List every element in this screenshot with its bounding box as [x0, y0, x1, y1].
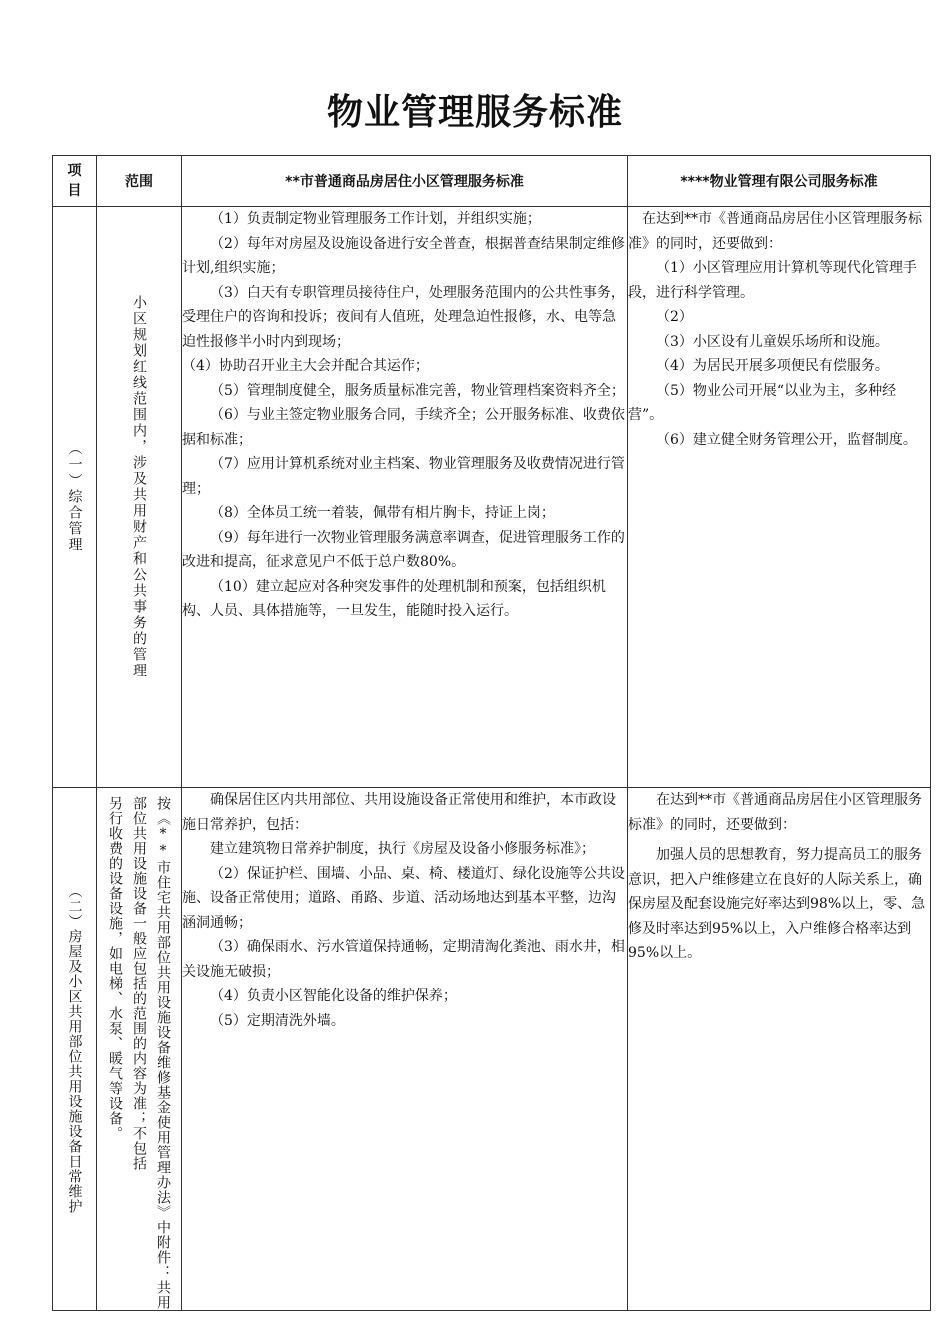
- list-item: （2）每年对房屋及设施设备进行安全普查，根据普查结果制定维修计划,组织实施；: [182, 235, 625, 276]
- table-row: [53, 788, 931, 1311]
- list-item: 建立建筑物日常养护制度，执行《房屋及设备小修服务标准》；: [210, 841, 595, 857]
- city-standard-cell: [182, 207, 628, 788]
- category-label: （二）房屋及小区共用部位共用设施设备日常维护: [66, 884, 83, 1214]
- header-scope: 范围: [97, 156, 182, 207]
- page-title: 物业管理服务标准: [326, 92, 623, 133]
- city-standard-cell: [182, 788, 628, 1311]
- list-item: 在达到**市《普通商品房居住小区管理服务标准》的同时，还要做到：: [628, 792, 922, 833]
- category-label: （一）综合管理: [66, 441, 83, 553]
- list-item: （6）建立健全财务管理公开，监督制度。: [656, 431, 917, 448]
- table-row: [53, 207, 931, 788]
- list-item: （4）协助召开业主大会并配合其运作；: [182, 358, 429, 374]
- list-item: 在达到**市《普通商品房居住小区管理服务标准》的同时，还要做到：: [628, 211, 922, 252]
- header-item: [53, 156, 97, 207]
- scope-line: 按《**市住宅共用部位共用设施设备维修基金使用管理办法》中附件：共用: [155, 796, 171, 1310]
- list-item: （3）确保雨水、污水管道保持通畅，定期清淘化粪池、雨水井，相关设施无破损；: [182, 939, 625, 980]
- category-cell: [53, 788, 97, 1311]
- list-item: （5）定期清洗外墙。: [210, 1012, 345, 1029]
- company-standard-cell: [628, 788, 931, 1311]
- list-item: （3）小区设有儿童娱乐场所和设施。: [656, 333, 889, 350]
- table-header-row: [53, 156, 931, 207]
- list-item: （7）应用计算机系统对业主档案、物业管理服务及收费情况进行管理；: [182, 456, 625, 497]
- scope-label: 小区规划红线范围内，涉及共用财产和公共事务的管理: [131, 295, 147, 679]
- list-item: （2）: [656, 309, 693, 325]
- list-item: （5）物业公司开展“以业为主，多种经营”。: [628, 382, 897, 423]
- header-item-label: 项目: [67, 163, 82, 199]
- list-item: （2）保证护栏、围墙、小品、桌、椅、楼道灯、绿化设施等公共设施、设备正常使用；道路、甬路、步道、活动场地达到基本平整，边沟涵洞通畅；: [182, 865, 625, 931]
- category-cell: [53, 207, 97, 788]
- list-item: 确保居住区内共用部位、共用设施设备正常使用和维护，本市政设施日常养护，包括：: [182, 792, 616, 833]
- scope-cell: [97, 788, 182, 1311]
- list-item: （1）小区管理应用计算机等现代化管理手段，进行科学管理。: [628, 260, 917, 301]
- scope-cell: [97, 207, 182, 788]
- list-item: （6）与业主签定物业服务合同，手续齐全；公开服务标准、收费依据和标准；: [182, 407, 625, 448]
- header-company-standard: ****物业管理有限公司服务标准: [628, 156, 931, 207]
- list-item: （1）负责制定物业管理服务工作计划，并组织实施；: [210, 211, 541, 227]
- list-item: （8）全体员工统一着装，佩带有相片胸卡，持证上岗；: [210, 505, 555, 521]
- list-item: 加强人员的思想教育，努力提高员工的服务意识，把入户维修建立在良好的人际关系上，确保房屋及配套设施完好率达到98%以上，零、急修及时率达到95%以上，入户维修合格率达到95%以上。: [628, 847, 926, 961]
- list-item: （4）负责小区智能化设备的维护保养；: [210, 988, 457, 1004]
- header-city-standard: **市普通商品房居住小区管理服务标准: [182, 156, 628, 207]
- list-item: （3）白天有专职管理员接待住户，处理服务范围内的公共性事务，受理住户的咨询和投诉；夜间有人值班，处理急迫性报修，水、电等急迫性报修半小时内到现场；: [182, 284, 625, 350]
- scope-line: 另行收费的设备设施，如电梯、水泵、暖气等设备。: [107, 796, 123, 1141]
- service-standard-table: [52, 155, 931, 1311]
- list-item: （10）建立起应对各种突发事件的处理机制和预案，包括组织机构、人员、具体措施等，一旦发生，能随时投入运行。: [182, 578, 606, 619]
- list-item: （4）为居民开展多项便民有偿服务。: [656, 358, 889, 374]
- list-item: （5）管理制度健全，服务质量标准完善，物业管理档案资料齐全；: [210, 382, 625, 399]
- scope-line: 部位共用设施设备一般应包括的范围的内容为准；不包括: [131, 796, 147, 1171]
- company-standard-cell: [628, 207, 931, 788]
- list-item: （9）每年进行一次物业管理服务满意率调查，促进管理服务工作的改进和提高，征求意见户不低于总户数80%。: [182, 529, 625, 570]
